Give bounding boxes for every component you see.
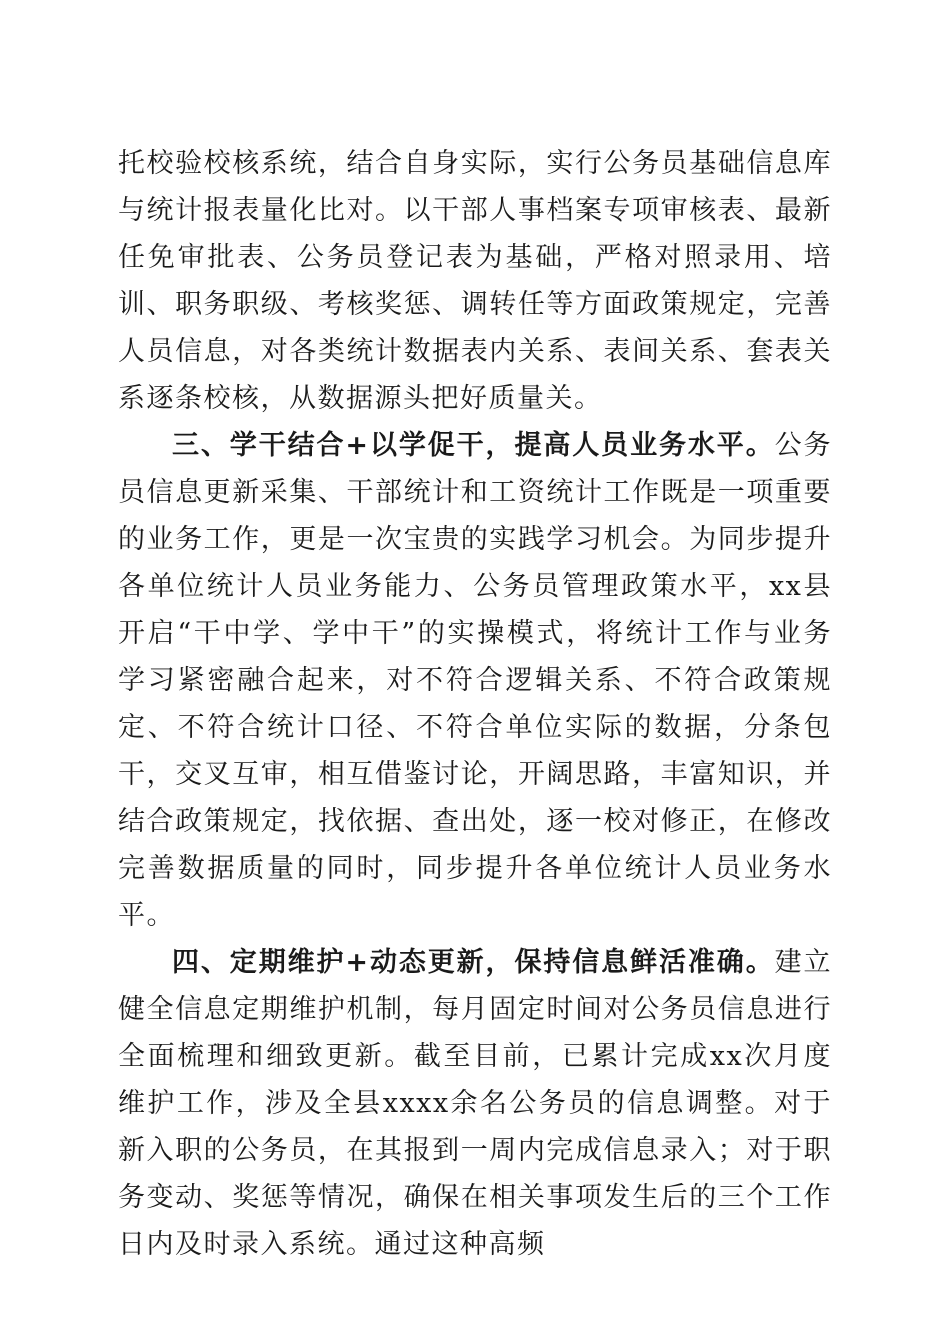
paragraph-text: 公务员信息更新采集、干部统计和工资统计工作既是一项重要的业务工作，更是一次宝贵的实践学习机会。为同步提升各单位统计人员业务能力、公务员管理政策水平，xx县开启“干中学、学中干”的实操模式，将统计工作与业务学习紧密融合起来，对不符合逻辑关系、不符合政策规定、不符合统计口径、不符合单位实际的数据，分条包干，交叉互审，相互借鉴讨论，开阔思路，丰富知识，并结合政策规定，找依据、查出处，逐一校对修正，在修改完善数据质量的同时，同步提升各单位统计人员业务水平。 xyxy=(118,430,832,931)
paragraph-text: 托校验校核系统，结合自身实际，实行公务员基础信息库与统计报表量化比对。以干部人事档案专项审核表、最新任免审批表、公务员登记表为基础，严格对照录用、培训、职务职级、考核奖惩、调转任等方面政策规定，完善人员信息，对各类统计数据表内关系、表间关系、套表关系逐条校核，从数据源头把好质量关。 xyxy=(118,148,832,414)
section-heading: 四、定期维护+动态更新，保持信息鲜活准确。 xyxy=(172,947,775,978)
document-body xyxy=(118,140,832,1268)
section-heading: 三、学干结合+以学促干，提高人员业务水平。 xyxy=(172,430,775,461)
paragraph-continuation xyxy=(118,140,832,422)
paragraph-text: 建立健全信息定期维护机制，每月固定时间对公务员信息进行全面梳理和细致更新。截至目前，已累计完成xx次月度维护工作，涉及全县xxxx余名公务员的信息调整。对于新入职的公务员，在其报到一周内完成信息录入；对于职务变动、奖惩等情况，确保在相关事项发生后的三个工作日内及时录入系统。通过这种高频 xyxy=(118,947,832,1260)
paragraph-section-three xyxy=(118,422,832,939)
paragraph-section-four xyxy=(118,939,832,1268)
